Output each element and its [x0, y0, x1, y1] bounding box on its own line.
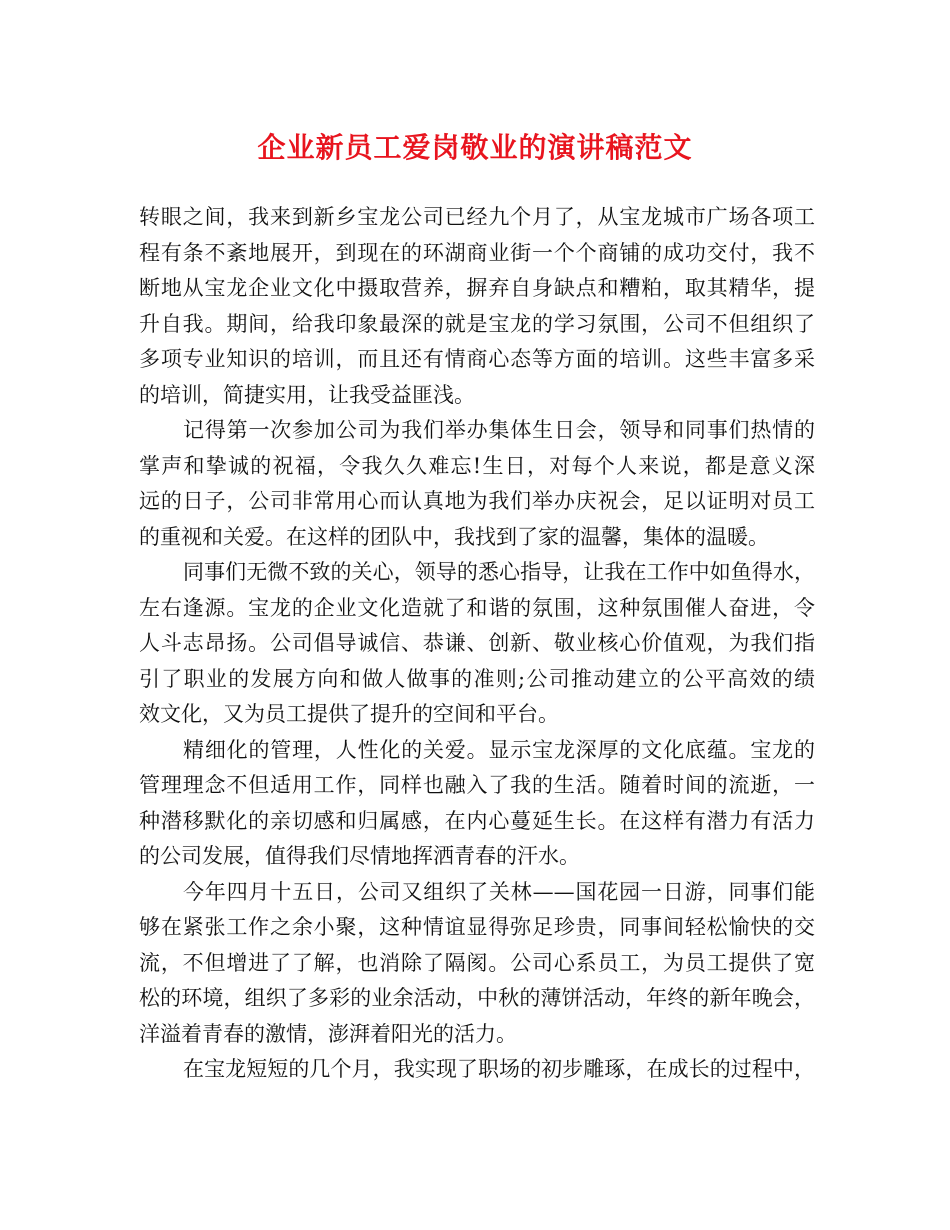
text-line: 程有条不紊地展开，到现在的环湖商业街一个个商铺的成功交付，我不 [139, 240, 815, 265]
text-line: 效文化，又为员工提供了提升的空间和平台。 [139, 702, 559, 726]
text-line: 掌声和挚诚的祝福，令我久久难忘!生日，对每个人来说，都是意义深 [139, 453, 815, 478]
paragraph-1 [139, 200, 815, 413]
text-line: 左右逢源。宝龙的企业文化造就了和谐的氛围，这种氛围催人奋进，令 [139, 595, 815, 620]
paragraph-2 [139, 413, 815, 555]
text-line: 的重视和关爱。在这样的团队中，我找到了家的温馨，集体的温暖。 [139, 524, 769, 549]
text-line: 松的环境，组织了多彩的业余活动，中秋的薄饼活动，年终的新年晚会， [139, 986, 815, 1010]
text-line: 管理理念不但适用工作，同样也融入了我的生活。随着时间的流逝，一 [139, 773, 815, 797]
text-line: 同事们无微不致的关心，领导的悉心指导，让我在工作中如鱼得水， [183, 560, 815, 584]
paragraph-4 [139, 733, 815, 875]
text-line: 精细化的管理，人性化的关爱。显示宝龙深厚的文化底蕴。宝龙的 [183, 737, 815, 762]
document-body [139, 200, 815, 1088]
paragraph-3 [139, 555, 815, 733]
text-line: 升自我。期间，给我印象最深的就是宝龙的学习氛围，公司不但组织了 [139, 311, 815, 336]
text-line: 转眼之间，我来到新乡宝龙公司已经九个月了，从宝龙城市广场各项工 [139, 205, 815, 229]
text-line: 多项专业知识的培训，而且还有情商心态等方面的培训。这些丰富多采 [139, 347, 815, 371]
document-title: 企业新员工爱岗敬业的演讲稿范文 [257, 131, 693, 164]
text-line: 记得第一次参加公司为我们举办集体生日会，领导和同事们热情的 [183, 418, 815, 442]
text-line: 洋溢着青春的激情，澎湃着阳光的活力。 [139, 1021, 517, 1046]
text-line: 人斗志昂扬。公司倡导诚信、恭谦、创新、敬业核心价值观，为我们指 [139, 631, 815, 655]
text-line: 流，不但增进了了解，也消除了隔阂。公司心系员工，为员工提供了宽 [139, 950, 815, 975]
paragraph-6 [139, 1052, 815, 1088]
text-line: 断地从宝龙企业文化中摄取营养，摒弃自身缺点和糟粕，取其精华，提 [139, 276, 815, 300]
text-line: 远的日子，公司非常用心而认真地为我们举办庆祝会，足以证明对员工 [139, 489, 815, 513]
paragraph-5 [139, 875, 815, 1053]
text-line: 在宝龙短短的几个月，我实现了职场的初步雕琢，在成长的过程中， [183, 1057, 815, 1081]
text-line: 够在紧张工作之余小聚，这种情谊显得弥足珍贵，同事间轻松愉快的交 [139, 915, 815, 939]
text-line: 的培训，简捷实用，让我受益匪浅。 [139, 382, 475, 407]
text-line: 的公司发展，值得我们尽情地挥洒青春的汗水。 [139, 844, 580, 868]
text-line: 种潜移默化的亲切感和归属感，在内心蔓延生长。在这样有潜力有活力 [139, 808, 815, 833]
text-line: 引了职业的发展方向和做人做事的准则;公司推动建立的公平高效的绩 [139, 666, 815, 691]
text-line: 今年四月十五日，公司又组织了关林——国花园一日游，同事们能 [183, 879, 815, 904]
